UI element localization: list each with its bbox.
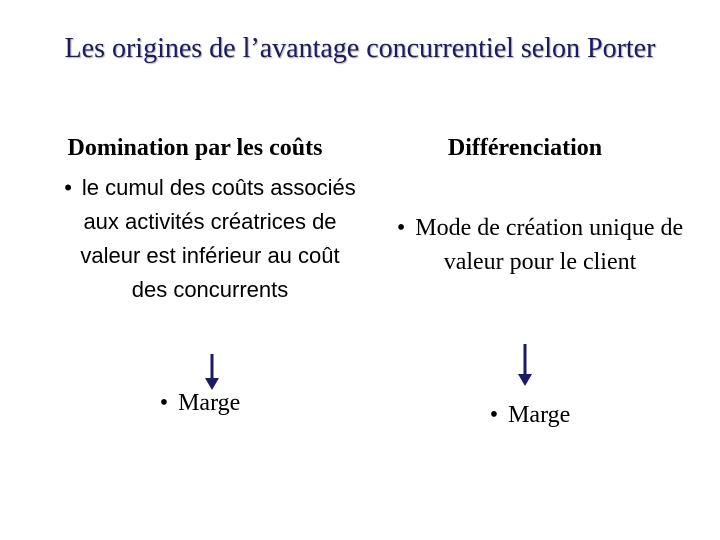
left-column-bullet bbox=[60, 171, 360, 307]
bullet-icon: • bbox=[64, 175, 72, 200]
right-column-heading: Différenciation bbox=[447, 135, 603, 161]
bullet-icon: • bbox=[159, 390, 169, 416]
right-result-bullet bbox=[430, 398, 630, 432]
slide-title: Les origines de l’avantage concurrentiel selon Porter bbox=[64, 33, 656, 64]
right-down-arrow-icon bbox=[513, 342, 537, 388]
right-result-text: Marge bbox=[508, 402, 571, 428]
right-column-bullet bbox=[390, 211, 690, 279]
left-bullet-text: le cumul des coûts associés aux activités créatrices de valeur est inférieur au coût des concurrents bbox=[80, 175, 356, 302]
left-column-heading: Domination par les coûts bbox=[67, 135, 323, 161]
bullet-icon: • bbox=[396, 215, 406, 241]
left-result-text: Marge bbox=[178, 390, 241, 416]
right-bullet-text: Mode de création unique de valeur pour le client bbox=[415, 215, 684, 275]
bullet-icon: • bbox=[489, 402, 499, 428]
left-result-bullet bbox=[100, 386, 300, 420]
